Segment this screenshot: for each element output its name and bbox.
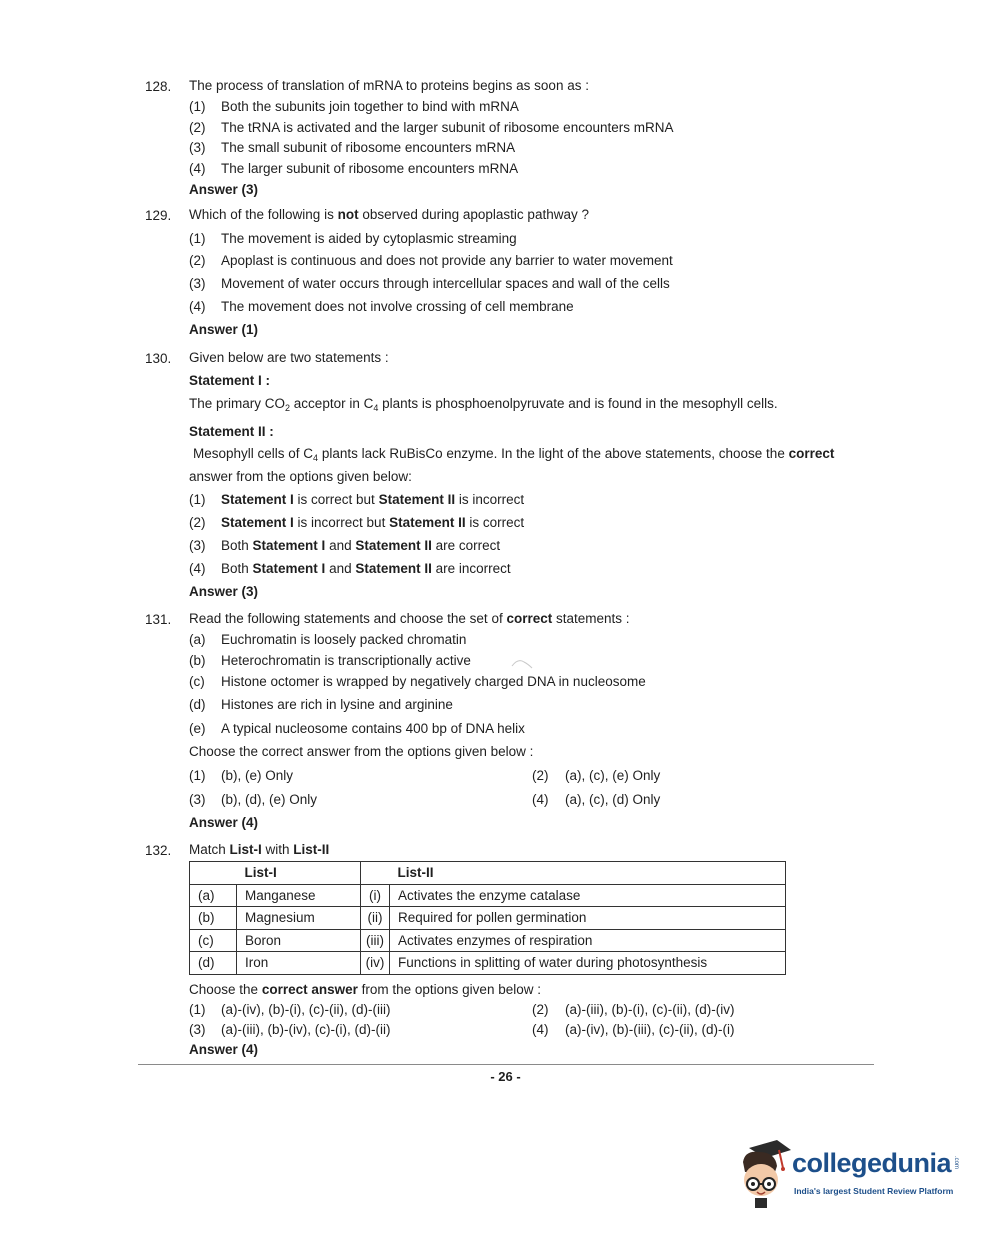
table-row: (b) Magnesium (ii) Required for pollen germination: [190, 907, 786, 930]
table-row: (d) Iron (iv) Functions in splitting of water during photosynthesis: [190, 952, 786, 975]
option-4: (4) The movement does not involve crossing of cell membrane: [189, 299, 574, 314]
collegedunia-logo: [735, 1138, 965, 1208]
statement-d: (d) Histones are rich in lysine and arginine: [189, 697, 453, 712]
option-2: (2) The tRNA is activated and the larger subunit of ribosome encounters mRNA: [189, 120, 674, 135]
option-2: (2) (a)-(iii), (b)-(i), (c)-(ii), (d)-(iv): [532, 1002, 735, 1017]
option-2: (2) Apoplast is continuous and does not provide any barrier to water movement: [189, 253, 673, 268]
option-1: (1) Statement I is correct but Statement II is incorrect: [189, 492, 525, 507]
answer: Answer (3): [189, 584, 259, 599]
option-4: (4) The larger subunit of ribosome encounters mRNA: [189, 161, 519, 176]
option-4: (4) Both Statement I and Statement II are incorrect: [189, 561, 511, 576]
logo-wordmark: collegedunia: [792, 1148, 952, 1178]
statement-e: (e) A typical nucleosome contains 400 bp of DNA helix: [189, 721, 525, 736]
answer: Answer (1): [189, 322, 259, 337]
option-1: (1) The movement is aided by cytoplasmic streaming: [189, 231, 517, 246]
option-2: (2) Statement I is incorrect but Statement II is correct: [189, 515, 525, 530]
question-number: 128.: [145, 79, 172, 94]
statement-c: (c) Histone octomer is wrapped by negatively charged DNA in nucleosome: [189, 674, 646, 689]
option-1: (1) Both the subunits join together to bind with mRNA: [189, 99, 519, 114]
question-number: 129.: [145, 208, 172, 223]
footer-divider: [138, 1064, 874, 1065]
table-row: (a) Manganese (i) Activates the enzyme catalase: [190, 884, 786, 907]
choose-instruction: Choose the correct answer from the options given below :: [189, 982, 541, 997]
option-1: (1) (a)-(iv), (b)-(i), (c)-(ii), (d)-(iii): [189, 1002, 391, 1017]
option-3: (3) Movement of water occurs through intercellular spaces and wall of the cells: [189, 276, 670, 291]
statement-b: (b) Heterochromatin is transcriptionally active: [189, 653, 471, 668]
statement-2-continuation: answer from the options given below:: [189, 469, 412, 484]
option-2: (2) (a), (c), (e) Only: [532, 768, 661, 783]
option-3: (3) (b), (d), (e) Only: [189, 792, 318, 807]
statement-2-text: Mesophyll cells of $C_4$ plants lack RuBisCo enzyme. In the light of the above statements, choose the correct: [193, 446, 835, 463]
question-stem: Given below are two statements :: [189, 350, 389, 365]
option-3: (3) (a)-(iii), (b)-(iv), (c)-(i), (d)-(ii): [189, 1022, 391, 1037]
answer: Answer (4): [189, 815, 259, 830]
question-number: 132.: [145, 843, 172, 858]
statement-a: (a) Euchromatin is loosely packed chromatin: [189, 632, 467, 647]
logo-tagline: India's largest Student Review Platform: [794, 1186, 954, 1196]
answer: Answer (4): [189, 1042, 259, 1057]
statement-2-heading: Statement II :: [189, 424, 274, 439]
answer: Answer (3): [189, 182, 259, 197]
option-4: (4) (a)-(iv), (b)-(iii), (c)-(ii), (d)-(i): [532, 1022, 735, 1037]
option-4: (4) (a), (c), (d) Only: [532, 792, 661, 807]
statement-1-text: The primary $CO_2$ acceptor in $C_4$ plants is phosphoenolpyruvate and is found in the mesophyll cells.: [189, 396, 778, 413]
option-3: (3) Both Statement I and Statement II are correct: [189, 538, 501, 553]
question-stem: Which of the following is not observed during apoplastic pathway ?: [189, 207, 589, 222]
statement-1-heading: Statement I :: [189, 373, 271, 388]
choose-instruction: Choose the correct answer from the options given below :: [189, 744, 534, 759]
page-number: - 26 -: [490, 1069, 521, 1084]
list-2-header: List-II: [390, 862, 786, 885]
logo-domain: .com: [953, 1156, 959, 1170]
question-stem: Read the following statements and choose the set of correct statements :: [189, 611, 630, 626]
question-stem: The process of translation of mRNA to proteins begins as soon as :: [189, 78, 589, 93]
question-number: 130.: [145, 351, 172, 366]
mascot-icon: [735, 1138, 793, 1210]
option-3: (3) The small subunit of ribosome encounters mRNA: [189, 140, 516, 155]
pencil-mark-icon: [510, 656, 534, 670]
list-1-header: List-I: [237, 862, 361, 885]
table-header-row: [190, 862, 786, 885]
match-table: [189, 861, 786, 975]
table-row: (c) Boron (iii) Activates enzymes of respiration: [190, 929, 786, 952]
question-stem: Match List-I with List-II: [189, 842, 330, 857]
option-1: (1) (b), (e) Only: [189, 768, 294, 783]
question-number: 131.: [145, 612, 172, 627]
